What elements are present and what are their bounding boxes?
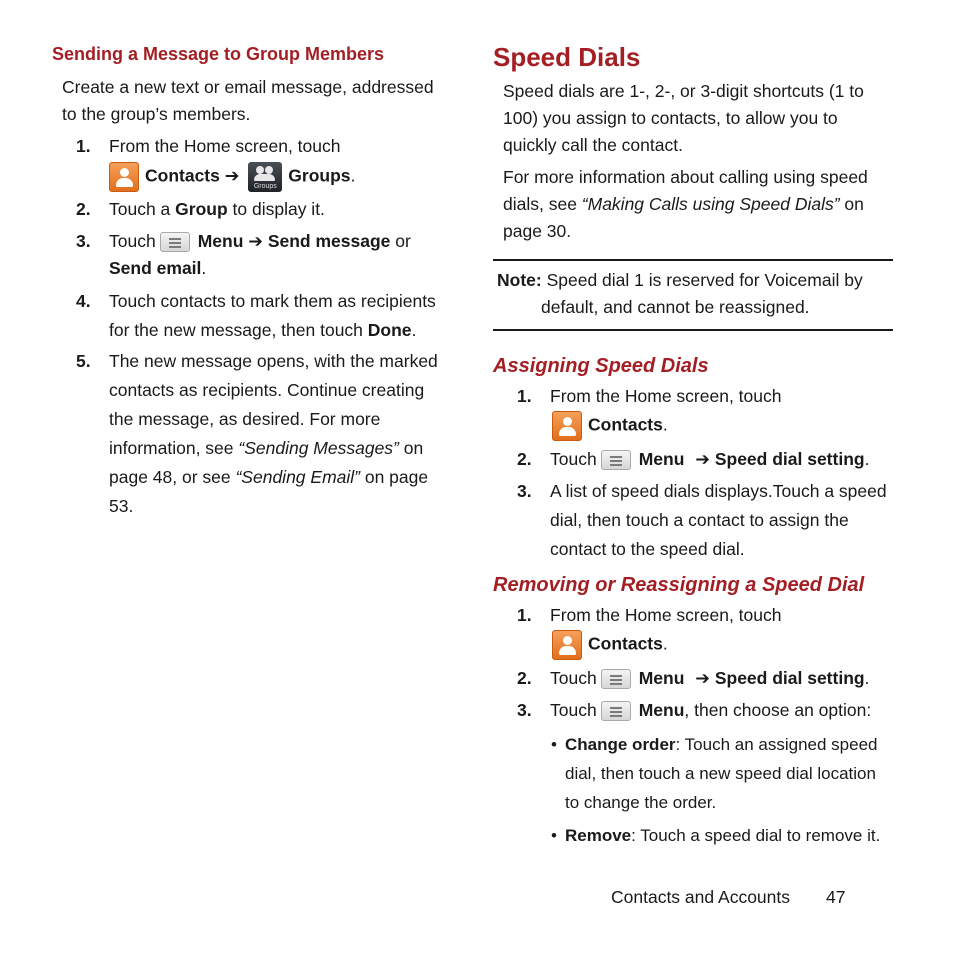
bullet-text: : Touch a speed dial to remove it. [631,826,881,845]
step-text: Touch [109,231,156,251]
menu-label: Menu [197,231,244,251]
step-number: 1. [517,386,532,406]
page-number: 47 [826,887,846,907]
group-step-4 [52,287,452,345]
menu-label: Menu [638,449,685,469]
remove-label: Remove [565,826,632,845]
step-text: Touch contacts to mark them as recipients for the new message, then touch [109,291,436,340]
menu-icon [160,232,190,252]
contacts-icon [109,162,139,192]
contacts-label: Contacts [145,165,220,186]
step-number: 1. [76,136,91,156]
step-number: 2. [517,449,532,469]
contacts-icon [552,630,582,660]
sending-email-reference: “Sending Email” [235,467,360,487]
page-footer [611,884,871,911]
arrow-icon: ➔ [695,668,710,688]
note-text: Speed dial 1 is reserved for Voicemail by [541,270,863,290]
arrow-icon: ➔ [224,165,240,186]
step-number: 4. [76,291,91,311]
group-step-2 [52,196,452,223]
step-text: From the Home screen, touch [109,136,341,156]
period: . [662,633,668,654]
step-number: 2. [517,668,532,688]
assign-step-2 [493,446,893,473]
bullet-dot: • [551,826,557,845]
send-email-label: Send email [109,258,202,278]
subheading-removing: Removing or Reassigning a Speed Dial [493,574,865,596]
step-text: on page 48, or see [109,438,424,487]
speed-dials-more-info [493,164,893,245]
step-text: Touch a [109,199,176,219]
contacts-icon [552,411,582,441]
note-box [493,259,893,331]
group-step-3 [52,228,452,282]
speed-dial-setting-label: Speed dial setting [714,668,865,688]
period: . [201,258,207,278]
group-step-1 [52,133,452,192]
step-text: The new message opens, with the marked contacts as recipients. Continue creating the message, as desired. For more information, see [109,351,438,458]
speed-dial-setting-label: Speed dial setting [714,449,865,469]
assign-step-1 [493,383,893,441]
assign-step-3 [493,477,893,564]
step-text: Touch [550,700,597,720]
change-order-label: Change order [565,735,676,754]
bullet-remove [493,821,893,850]
bullet-change-order [493,730,893,817]
menu-label: Menu [638,700,685,720]
step-number: 3. [517,700,532,720]
done-label: Done [367,320,412,340]
step-number: 3. [76,231,91,251]
groups-icon-label: Groups [253,183,277,190]
group-message-intro: Create a new text or email message, addressed to the group’s members. [62,77,434,124]
subheading-assigning: Assigning Speed Dials [493,355,709,377]
arrow-icon: ➔ [695,449,710,469]
step-text: or [390,231,411,251]
step-text: , then choose an option: [684,700,872,720]
send-message-label: Send message [267,231,391,251]
step-number: 3. [517,481,532,501]
remove-step-2 [493,665,893,692]
step-text: to display it. [227,199,325,219]
step-text: Touch [550,449,597,469]
menu-icon [601,701,631,721]
remove-step-3 [493,697,893,724]
step-number: 1. [517,605,532,625]
section-heading-group-message: Sending a Message to Group Members [52,44,385,64]
making-calls-reference: “Making Calls using Speed Dials” [581,194,840,214]
remove-step-1 [493,602,893,660]
period: . [662,414,668,435]
period: . [350,165,356,186]
groups-label: Groups [288,165,351,186]
step-text: From the Home screen, touch [550,386,782,406]
para-text: For more information about calling using speed dials, see [503,167,868,214]
bullet-text: : Touch an assigned speed dial, then touch a new speed dial location to change the order. [565,735,878,812]
para-text: on page 30. [503,194,864,241]
step-number: 5. [76,351,91,371]
note-label: Note: [497,270,542,290]
menu-label: Menu [638,668,685,688]
group-step-5 [52,347,452,521]
menu-icon [601,450,631,470]
step-text: From the Home screen, touch [550,605,782,625]
left-column [52,40,452,521]
bullet-dot: • [551,735,557,754]
arrow-icon: ➔ [248,231,263,251]
period: . [864,449,870,469]
speed-dials-intro: Speed dials are 1-, 2-, or 3-digit shortcuts (1 to 100) you assign to contacts, to allow you to quickly call the contact. [503,81,864,155]
period: . [411,320,417,340]
step-text: on page 53. [109,467,429,516]
period: . [864,668,870,688]
right-column [493,40,893,850]
sending-messages-reference: “Sending Messages” [238,438,399,458]
menu-icon [601,669,631,689]
contacts-label: Contacts [588,414,663,435]
contacts-label: Contacts [588,633,663,654]
step-number: 2. [76,199,91,219]
page-title-speed-dials: Speed Dials [493,42,641,72]
step-text: A list of speed dials displays.Touch a speed dial, then touch a contact to assign the contact to the speed dial. [550,481,887,559]
note-text: default, and cannot be reassigned. [541,297,810,317]
step-text: Touch [550,668,597,688]
groups-icon [248,162,282,192]
footer-section: Contacts and Accounts [611,887,790,907]
group-label: Group [175,199,228,219]
